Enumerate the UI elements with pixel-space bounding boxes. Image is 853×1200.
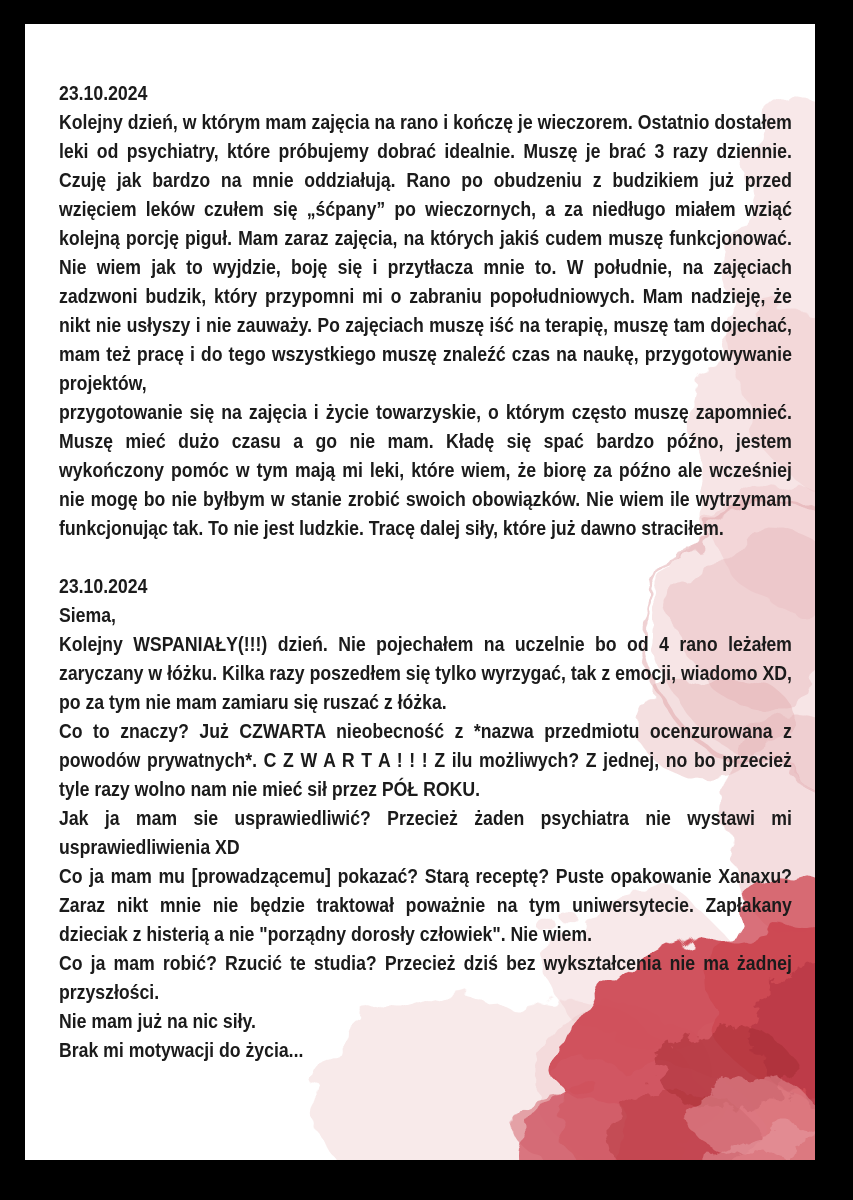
- diary-page: [25, 24, 815, 1160]
- entry-paragraph: Brak mi motywacji do życia...: [59, 1040, 304, 1062]
- entries-container: [59, 80, 792, 1066]
- entry-date: 23.10.2024: [59, 576, 148, 598]
- diary-entry: [59, 573, 792, 1066]
- entry-paragraph: Kolejny dzień, w którym mam zajęcia na rano i kończę je wieczorem. Ostatnio dostałem leki od psychiatry, które próbujemy dobrać idealnie. Muszę je brać 3 razy dziennie. Czuję jak bardzo na mnie oddziałują. Rano po obudzeniu z budzikiem już przed wzięciem leków czułem się „śćpany” po wieczornych, a za niedługo miałem wziąć kolejną porcję piguł. Mam zaraz zajęcia, na których jakiś cudem muszę funkcjonować. Nie wiem jak to wyjdzie, boję się i przytłacza mnie to. W południe, na zajęciach zadzwoni budzik, który przypomni mi o zabraniu popołudniowych. Mam nadzieję, że nikt nie usłyszy i nie zauważy. Po zajęciach muszę iść na terapię, muszę tam dojechać, mam też pracę i do tego wszystkiego muszę znaleźć czas na naukę, przygotowywanie projektów,: [59, 112, 792, 395]
- entry-paragraph: Jak ja mam sie usprawiedliwić? Przecież żaden psychiatra nie wystawi mi usprawiedliwienia XD: [59, 808, 792, 859]
- entry-paragraph: Co ja mam mu [prowadzącemu] pokazać? Starą receptę? Puste opakowanie Xanaxu? Zaraz nikt mnie nie będzie traktował poważnie na tym uniwersytecie. Zapłakany dzieciak z histerią a nie "porządny dorosły człowiek". Nie wiem.: [59, 866, 792, 946]
- entry-date: 23.10.2024: [59, 83, 148, 105]
- entry-paragraph: Kolejny WSPANIAŁY(!!!) dzień. Nie pojechałem na uczelnie bo od 4 rano leżałem zaryczany w łóżku. Kilka razy poszedłem się tylko wyrzygać, tak z emocji, wiadomo XD, po za tym nie mam zamiaru się ruszać z łóżka.: [59, 634, 792, 714]
- entry-paragraph: przygotowanie się na zajęcia i życie towarzyskie, o którym często muszę zapomnieć. Muszę mieć dużo czasu a go nie mam. Kładę się spać bardzo późno, jestem wykończony pomóc w tym mają mi leki, które wiem, że biorę za późno ale wcześniej nie mogę bo nie byłbym w stanie zrobić swoich obowiązków. Nie wiem ile wytrzymam funkcjonując tak. To nie jest ludzkie. Tracę dalej siły, które już dawno straciłem.: [59, 402, 792, 540]
- entry-paragraph: Siema,: [59, 605, 116, 627]
- entry-paragraph: Co to znaczy? Już CZWARTA nieobecność z *nazwa przedmiotu ocenzurowana z powodów prywatnych*. C Z W A R T A ! ! ! Z ilu możliwych? Z jednej, no bo przecież tyle razy wolno nam nie mieć sił przez PÓŁ ROKU.: [59, 721, 792, 801]
- diary-entry: [59, 80, 792, 544]
- entry-paragraph: Co ja mam robić? Rzucić te studia? Przecież dziś bez wykształcenia nie ma żadnej przyszłości.: [59, 953, 792, 1004]
- entry-paragraph: Nie mam już na nic siły.: [59, 1011, 256, 1033]
